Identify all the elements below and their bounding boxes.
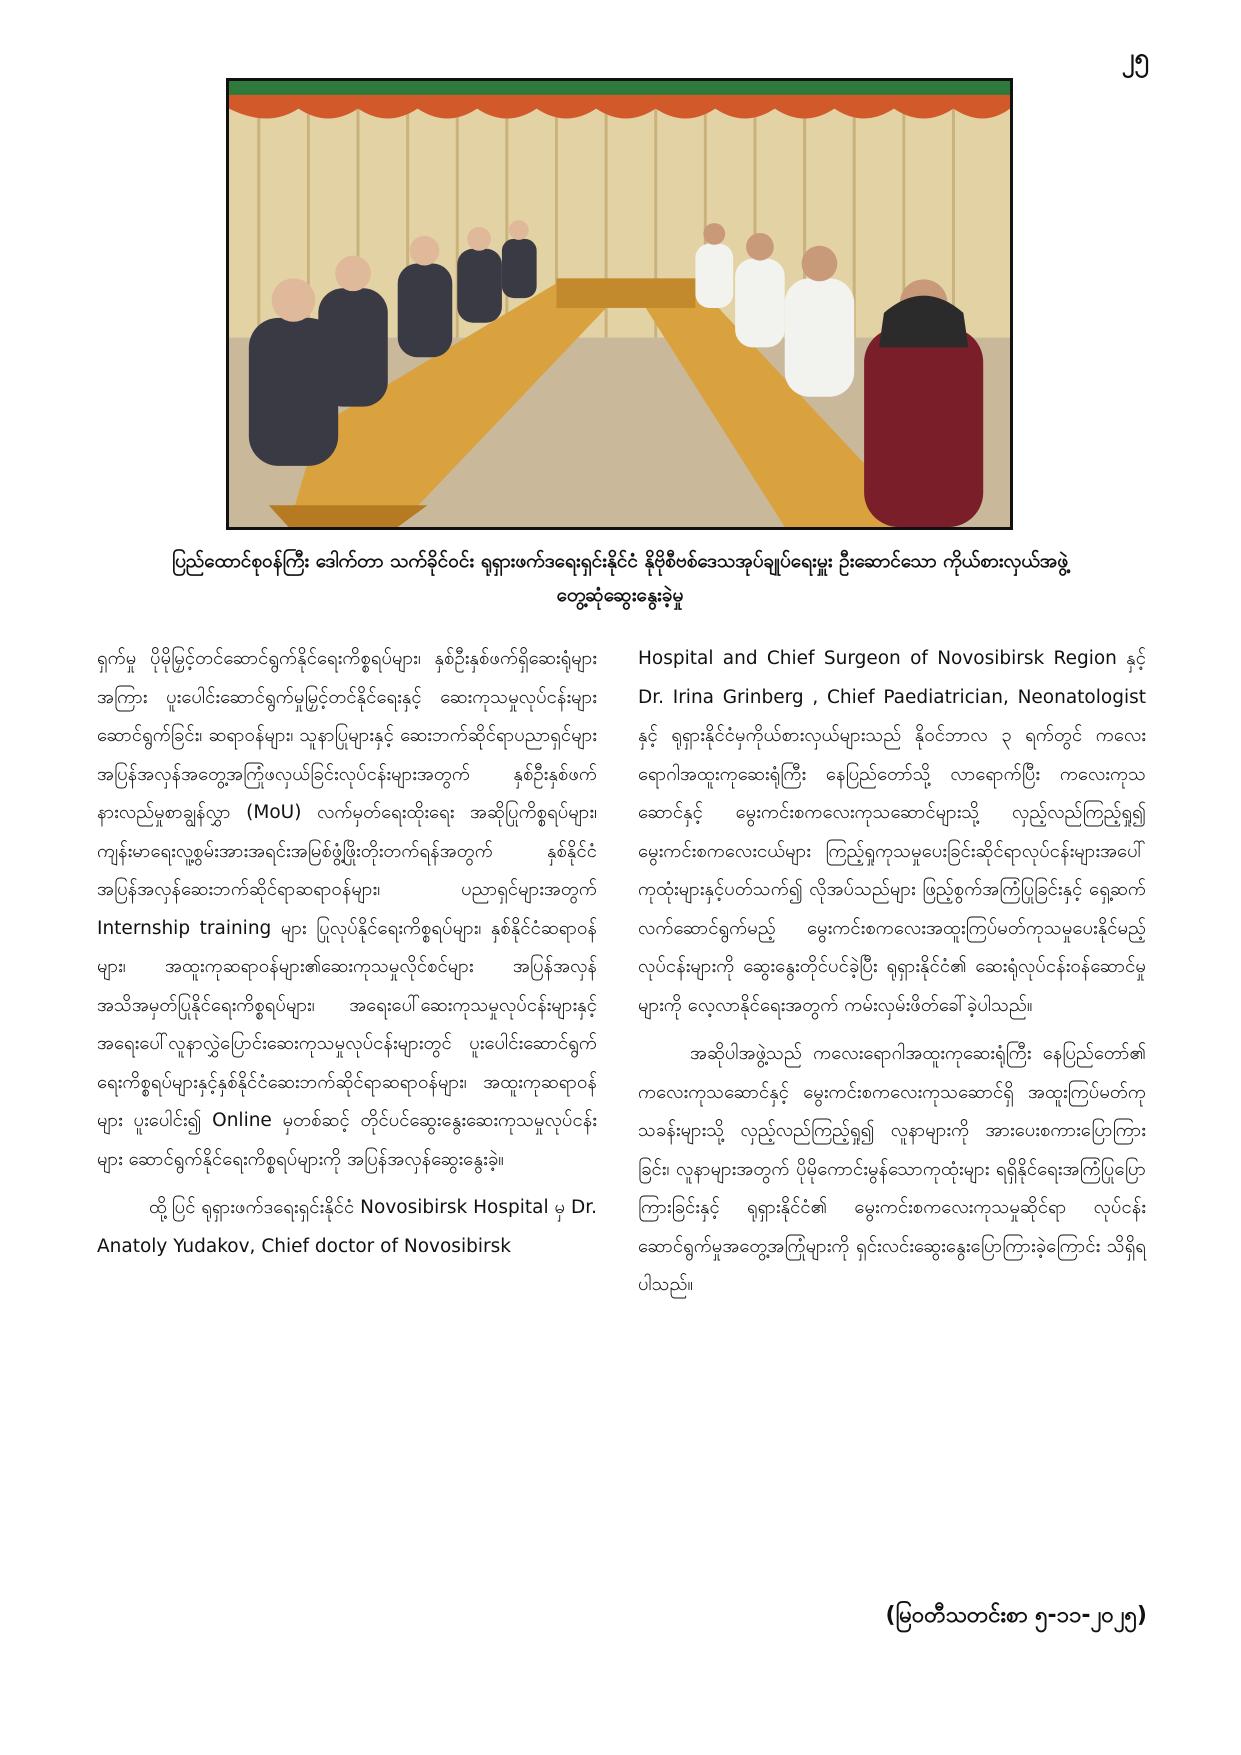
meeting-photo-icon xyxy=(229,81,1010,527)
meeting-photo xyxy=(226,78,1013,530)
left-column xyxy=(97,640,597,1276)
caption-line-1: ပြည်ထောင်စုဝန်ကြီး ဒေါက်တာ သက်ခိုင်ဝင်း ရုရှားဖက်ဒရေးရှင်းနိုင်ငံ နိုဗိုစီဗစ်ဒေသအုပ်ချုပ်ရေးမှူး ဦးဆောင်သော ကိုယ်စားလှယ်အဖွဲ့ xyxy=(171,550,1069,572)
right-paragraph-1: Hospital and Chief Surgeon of Novosibirsk Region နှင့် Dr. Irina Grinberg , Chief Paediatrician, Neonatologist နှင့် ရုရှားနိုင်ငံမှကိုယ်စားလှယ်များသည် နိုဝင်ဘာလ ၃ ရက်တွင် ကလေးရောဂါအထူးကုဆေးရုံကြီး နေပြည်တော်သို့ လာရောက်ပြီး ကလေးကုသဆောင်နှင့် မွေးကင်းစကလေးကုသဆောင်များသို့ လှည့်လည်ကြည့်ရှု၍ မွေးကင်းစကလေးငယ်များ ကြည့်ရှုကုသမှုပေးခြင်းဆိုင်ရာလုပ်ငန်းများအပေါ် ကုထုံးများနှင့်ပတ်သက်၍ လိုအပ်သည်များ ဖြည့်စွက်အကြံပြုခြင်းနှင့် ရှေ့ဆက်လက်ဆောင်ရွက်မည့် မွေးကင်းစကလေးအထူးကြပ်မတ်ကုသမှုပေးနိုင်မည့်လုပ်ငန်းများကို ဆွေးနွေးတိုင်ပင်ခဲ့ပြီး ရုရှားနိုင်ငံ၏ ဆေးရုံလုပ်ငန်းဝန်ဆောင်မှုများကို လေ့လာနိုင်ရေးအတွက် ကမ်းလှမ်းဖိတ်ခေါ်ခဲ့ပါသည်။ xyxy=(638,648,1146,1016)
right-paragraph-2: အဆိုပါအဖွဲ့သည် ကလေးရောဂါအထူးကုဆေးရုံကြီး နေပြည်တော်၏ ကလေးကုသဆောင်နှင့် မွေးကင်းစကလေးကုသဆောင်ရှိ အထူးကြပ်မတ်ကုသခန်းများသို့ လှည့်လည်ကြည့်ရှု၍ လူနာများကို အားပေးစကားပြောကြားခြင်း၊ လူနာများအတွက် ပိုမိုကောင်းမွန်သောကုထုံးများ ရရှိနိုင်ရေးအကြံပြုပြောကြားခြင်းနှင့် ရုရှားနိုင်ငံ၏ မွေးကင်းစကလေးကုသမှုဆိုင်ရာ လုပ်ငန်းဆောင်ရွက်မှုအတွေ့အကြုံများကို ရှင်းလင်းဆွေးနွေးပြောကြားခဲ့ကြောင်း သိရှိရပါသည်။ xyxy=(638,1043,1146,1295)
page-number: ၂၅ xyxy=(1121,43,1149,73)
left-paragraph-2: ထို့ပြင် ရုရှားဖက်ဒရေးရှင်းနိုင်ငံ Novosibirsk Hospital မှ Dr. Anatoly Yudakov, Chief doctor of Novosibirsk xyxy=(97,1197,597,1257)
photo-caption xyxy=(90,544,1150,612)
source-citation: (မြဝတီသတင်းစာ ၅-၁၁-၂၀၂၅) xyxy=(885,1603,1147,1628)
left-paragraph-1: ရှက်မှု ပိုမိုမြှင့်တင်ဆောင်ရွက်နိုင်ရေးကိစ္စရပ်များ၊ နှစ်ဦးနှစ်ဖက်ရှိဆေးရုံများအကြား ပူးပေါင်းဆောင်ရွက်မှုမြှင့်တင်နိုင်ရေးနှင့် ဆေးကုသမှုလုပ်ငန်းများ ဆောင်ရွက်ခြင်း၊ ဆရာဝန်များ၊ သူနာပြုများနှင့် ဆေးဘက်ဆိုင်ရာပညာရှင်များ အပြန်အလှန်အတွေ့အကြုံဖလှယ်ခြင်းလုပ်ငန်းများအတွက် နှစ်ဦးနှစ်ဖက်နားလည်မှုစာချွန်လွှာ (MoU) လက်မှတ်ရေးထိုးရေး အဆိုပြုကိစ္စရပ်များ၊ ကျန်းမာရေးလူ့စွမ်းအားအရင်းအမြစ်ဖွံ့ဖြိုးတိုးတက်ရန်အတွက် နှစ်နိုင်ငံ အပြန်အလှန်ဆေးဘက်ဆိုင်ရာဆရာဝန်များ၊ ပညာရှင်များအတွက် Internship training များ ပြုလုပ်နိုင်ရေးကိစ္စရပ်များ၊ နှစ်နိုင်ငံဆရာဝန်များ၊ အထူးကုဆရာဝန်များ၏ဆေးကုသမှုလိုင်စင်များ အပြန်အလှန်အသိအမှတ်ပြုနိုင်ရေးကိစ္စရပ်များ၊ အရေးပေါ်ဆေးကုသမှုလုပ်ငန်းများနှင့် အရေးပေါ်လူနာလွှဲပြောင်းဆေးကုသမှုလုပ်ငန်းများတွင် ပူးပေါင်းဆောင်ရွက်ရေးကိစ္စရပ်များနှင့်နှစ်နိုင်ငံဆေးဘက်ဆိုင်ရာဆရာဝန်များ၊ အထူးကုဆရာဝန်များ ပူးပေါင်း၍ Online မှတစ်ဆင့် တိုင်ပင်ဆွေးနွေးဆေးကုသမှုလုပ်ငန်းများ ဆောင်ရွက်နိုင်ရေးကိစ္စရပ်များကို အပြန်အလှန်ဆွေးနွေးခဲ့။ xyxy=(97,648,597,1170)
caption-line-2: တွေ့ဆုံဆွေးနွေးခဲ့မှု xyxy=(556,584,684,606)
right-column xyxy=(638,640,1146,1315)
